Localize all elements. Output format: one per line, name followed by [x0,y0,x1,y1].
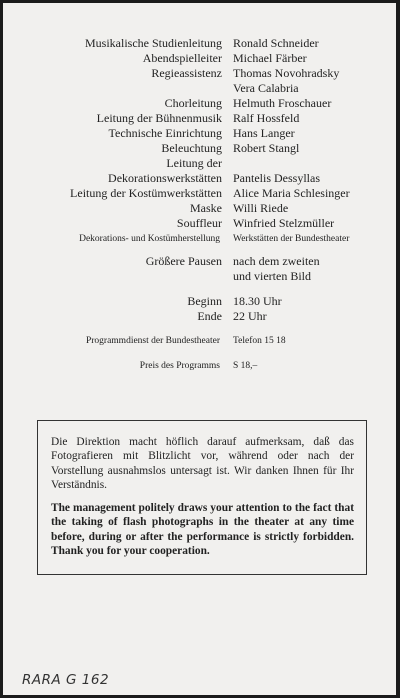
credits-list [3,36,396,374]
end-value: 22 Uhr [233,309,267,323]
credit-name: Ronald Schneider [233,36,319,50]
program-service-value: Telefon 15 18 [233,336,286,346]
credit-role: Abendspielleiter [142,51,222,65]
begin-row [3,294,396,309]
credit-row [3,111,396,126]
credit-name: Hans Langer [233,126,295,140]
archive-handwritten-mark: RARA G 162 [22,672,110,688]
credit-role: Musikalische Studienleitung [85,36,222,50]
price-label: Preis des Programms [139,361,220,371]
credit-role: Leitung der Bühnenmusik [96,111,222,125]
credit-role: Dekorationswerkstätten [108,171,222,185]
credit-role: Maske [190,201,222,215]
credit-row [3,51,396,66]
credit-role: Regieassistenz [151,66,222,80]
program-service-label: Programmdienst der Bundestheater [85,336,220,346]
credit-name: Alice Maria Schlesinger [233,186,350,200]
credit-role: Beleuchtung [161,141,222,155]
production-row [3,231,396,247]
credit-name: Thomas Novohradsky [233,66,340,80]
credit-name: Robert Stangl [233,141,300,155]
credit-role: Chorleitung [164,96,222,110]
credit-row [3,141,396,156]
credit-name: Michael Färber [233,51,307,65]
pauses-label: Größere Pausen [145,254,222,268]
credit-name: Willi Riede [233,201,289,215]
credit-rows [3,36,396,231]
begin-label: Beginn [187,294,222,308]
price-row [3,358,396,374]
credit-name: Pantelis Dessyllas [233,171,320,185]
pauses-row [3,254,396,269]
price-value: S 18,– [233,361,258,371]
credit-row [3,81,396,96]
end-row [3,309,396,324]
pauses-line-1: nach dem zweiten [233,254,320,268]
credit-name: Ralf Hossfeld [233,111,300,125]
credit-row [3,216,396,231]
program-service-row [3,333,396,349]
notice-english: The management politely draws your attention to the fact that the taking of flash photographs in the theater at any time before, during or after the performance is strictly forbidden. Thank you for your cooperation. [51,502,354,558]
credit-row [3,201,396,216]
end-label: Ende [197,309,222,323]
credit-row [3,156,396,171]
credit-role: Leitung der [166,156,222,170]
begin-value: 18.30 Uhr [233,294,282,308]
credit-row [3,171,396,186]
program-page [3,3,396,695]
credit-row [3,36,396,51]
credit-name: Winfried Stelzmüller [233,216,335,230]
notice-german: Die Direktion macht höflich darauf aufmerksam, daß das Fotografieren mit Blitzlicht vor, während oder nach der Vorstellung ausnahmslos untersagt ist. Wir danken Ihnen für Ihr Verständnis. [51,436,354,491]
credit-name: Helmuth Froschauer [233,96,332,110]
credit-row [3,186,396,201]
credit-row [3,66,396,81]
credit-row [3,96,396,111]
pauses-row-2 [3,269,396,284]
pauses-line-2: und vierten Bild [233,269,311,283]
credit-row [3,126,396,141]
credit-role: Technische Einrichtung [108,126,222,140]
credit-role: Leitung der Kostümwerkstätten [70,186,222,200]
credit-name: Vera Calabria [233,81,299,95]
production-label: Dekorations- und Kostümherstellung [79,234,220,244]
credit-role: Souffleur [176,216,222,230]
flash-photography-notice [37,420,367,575]
production-value: Werkstätten der Bundestheater [233,234,350,244]
